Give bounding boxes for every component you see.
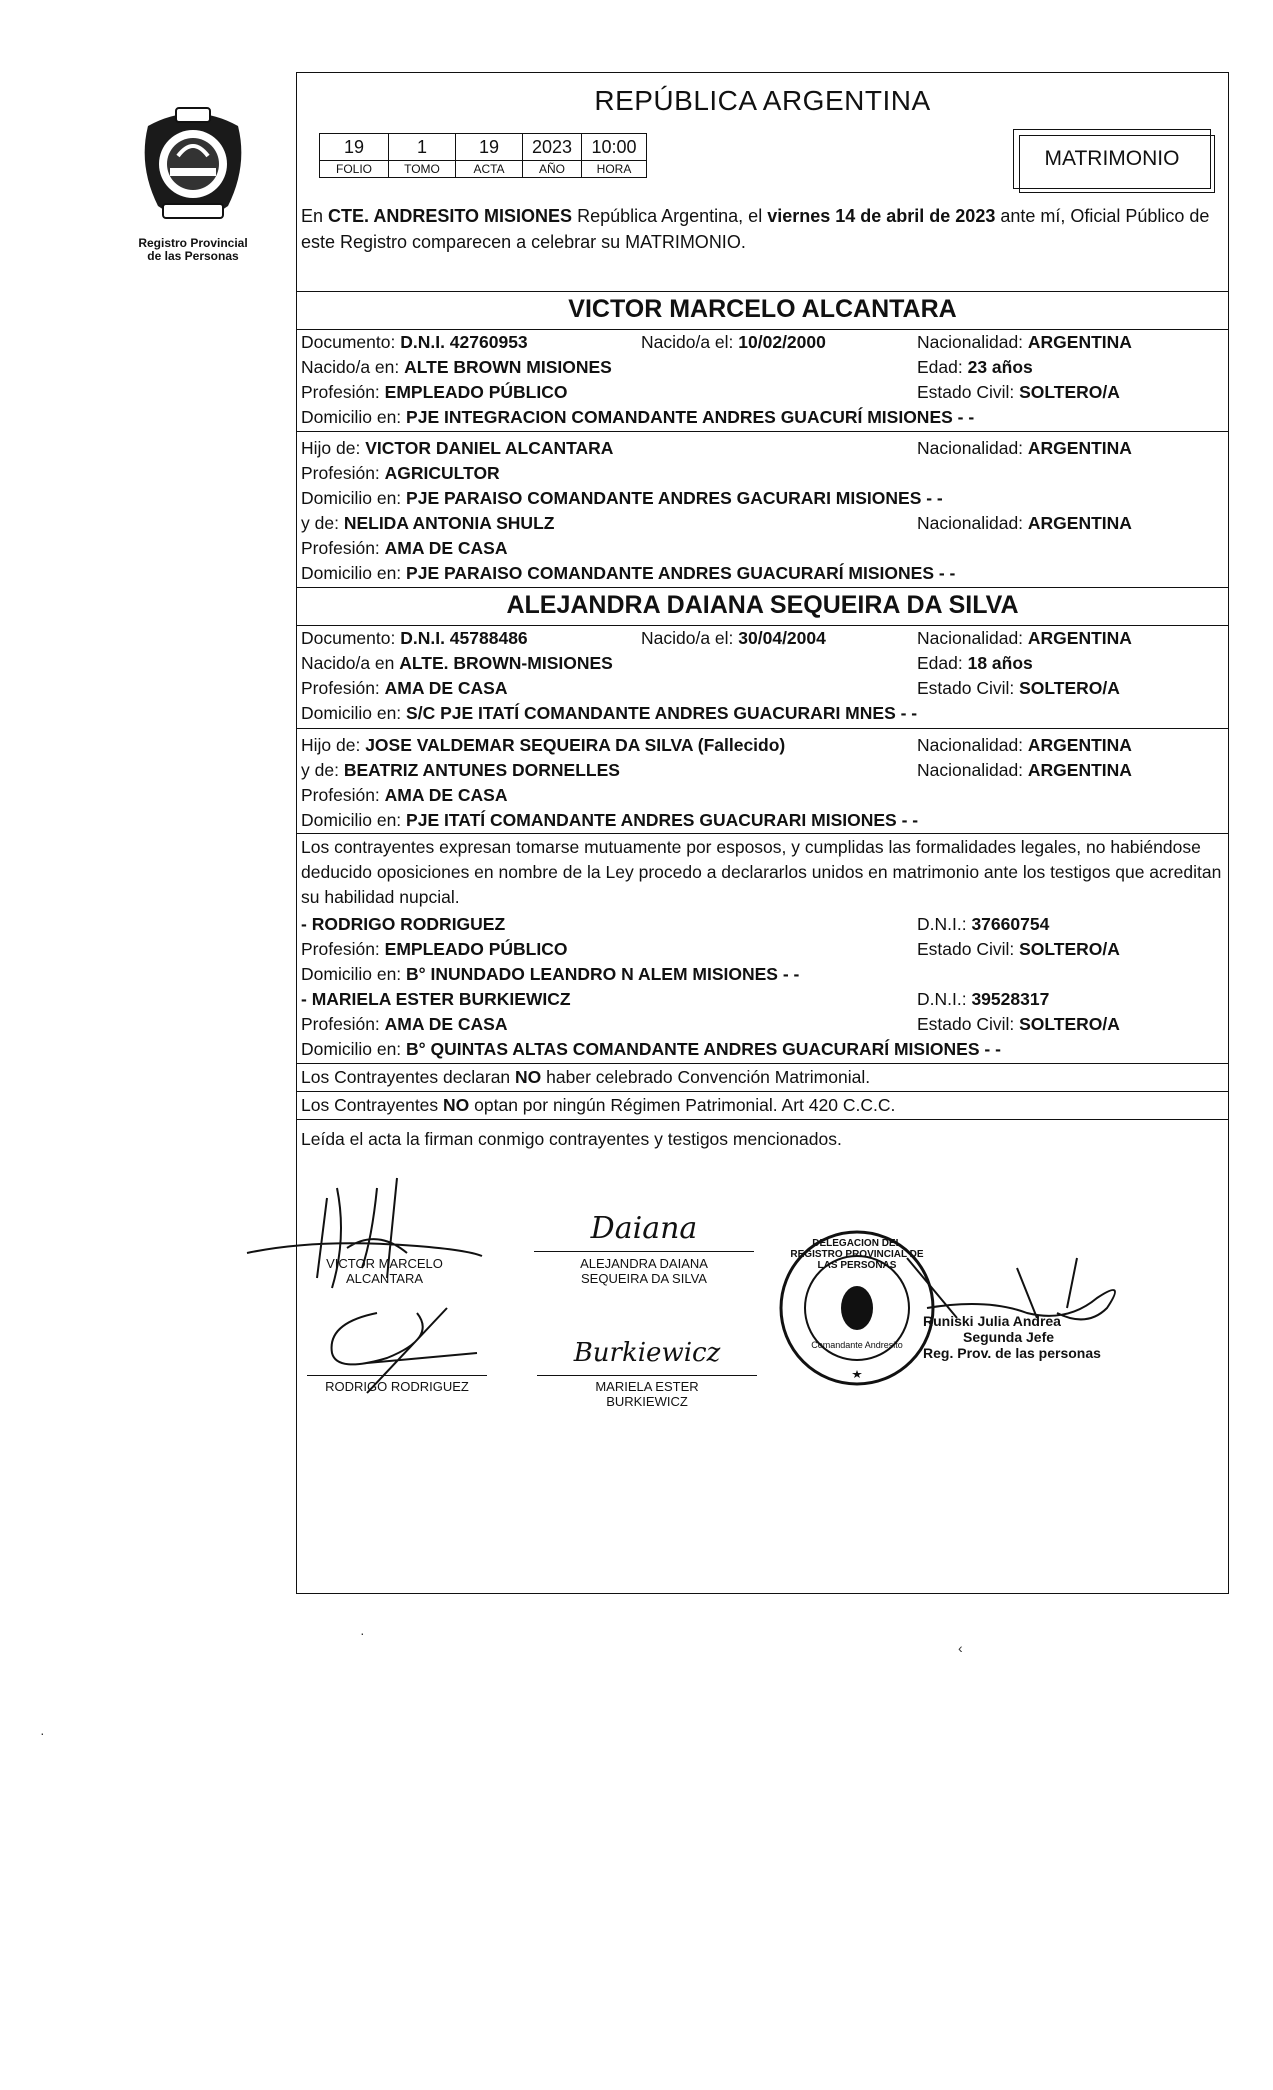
label: Nacionalidad: bbox=[917, 628, 1028, 648]
bride-father-name: JOSE VALDEMAR SEQUEIRA DA SILVA (Fallecido) bbox=[365, 735, 786, 755]
witness1-address: B° INUNDADO LEANDRO N ALEM MISIONES - - bbox=[406, 964, 800, 984]
folio-value: 19 bbox=[320, 134, 389, 161]
witness1-sign-label: RODRIGO RODRIGUEZ bbox=[325, 1379, 469, 1394]
witness2-name: - MARIELA ESTER BURKIEWICZ bbox=[301, 989, 571, 1009]
marriage-certificate bbox=[296, 72, 1229, 1594]
witness1-addr-row bbox=[301, 963, 1224, 985]
acta-value: 19 bbox=[456, 134, 523, 161]
label: Nacionalidad: bbox=[917, 760, 1028, 780]
witness2-sign-label-2: BURKIEWICZ bbox=[606, 1394, 688, 1409]
bride-mother-row bbox=[301, 759, 1224, 781]
label: D.N.I.: bbox=[917, 914, 972, 934]
bride-birth-date: 30/04/2004 bbox=[738, 628, 826, 648]
divider bbox=[297, 1063, 1228, 1064]
bride-row-address bbox=[301, 702, 1224, 724]
groom-father-row bbox=[301, 437, 1224, 459]
bride-father-nationality: ARGENTINA bbox=[1027, 735, 1132, 755]
divider bbox=[297, 1119, 1228, 1120]
label: Domicilio en: bbox=[301, 488, 407, 508]
label: Nacionalidad: bbox=[917, 438, 1028, 458]
divider bbox=[297, 728, 1228, 729]
label: Profesión: bbox=[301, 785, 385, 805]
witness1-prof-row bbox=[301, 938, 1224, 960]
divider bbox=[297, 625, 1228, 626]
clause-text: optan por ningún Régimen Patrimonial. Art 420 C.C.C. bbox=[469, 1095, 896, 1115]
officer-office: Reg. Prov. de las personas bbox=[923, 1345, 1101, 1361]
label: Nacido/a el: bbox=[641, 332, 739, 352]
bride-row-birthplace bbox=[301, 652, 1224, 674]
witness2-prof-row bbox=[301, 1013, 1224, 1035]
groom-dni: D.N.I. 42760953 bbox=[400, 332, 528, 352]
witness2-sign-line bbox=[537, 1375, 757, 1376]
groom-father-prof-row bbox=[301, 462, 1224, 484]
label: Edad: bbox=[917, 653, 968, 673]
witness2-civil-status: SOLTERO/A bbox=[1019, 1014, 1120, 1034]
intro-text: República Argentina, el bbox=[572, 206, 768, 226]
intro-place: CTE. ANDRESITO MISIONES bbox=[328, 206, 573, 226]
clause-text: Los Contrayentes declaran bbox=[301, 1067, 516, 1087]
witness1-dni: 37660754 bbox=[971, 914, 1050, 934]
groom-sign-label-1: VICTOR MARCELO bbox=[326, 1256, 443, 1271]
groom-father-name: VICTOR DANIEL ALCANTARA bbox=[365, 438, 614, 458]
label: Documento: bbox=[301, 628, 401, 648]
page-title: REPÚBLICA ARGENTINA bbox=[594, 85, 931, 116]
label: Nacido/a en bbox=[301, 653, 400, 673]
bride-sign-label-1: ALEJANDRA DAIANA bbox=[580, 1256, 708, 1271]
witness2-sign-label-1: MARIELA ESTER bbox=[595, 1379, 699, 1394]
officer-name: Runiski Julia Andrea bbox=[923, 1313, 1061, 1329]
label: Profesión: bbox=[301, 939, 385, 959]
groom-name: VICTOR MARCELO ALCANTARA bbox=[568, 295, 957, 323]
label: Domicilio en: bbox=[301, 810, 407, 830]
tomo-label: TOMO bbox=[389, 161, 456, 178]
intro-date: viernes 14 de abril de 2023 bbox=[767, 206, 996, 226]
label: Estado Civil: bbox=[917, 678, 1020, 698]
label: Nacionalidad: bbox=[917, 735, 1028, 755]
bride-name: ALEJANDRA DAIANA SEQUEIRA DA SILVA bbox=[506, 591, 1019, 619]
groom-mother-address: PJE PARAISO COMANDANTE ANDRES GUACURARÍ MISIONES - - bbox=[406, 563, 956, 583]
bride-mother-addr-row bbox=[301, 809, 1224, 831]
clause-text: haber celebrado Convención Matrimonial. bbox=[541, 1067, 871, 1087]
logo-caption-line1: Registro Provincial bbox=[138, 236, 248, 250]
groom-father-addr-row bbox=[301, 487, 1224, 509]
clause-no: NO bbox=[515, 1067, 542, 1087]
groom-sign-label-2: ALCANTARA bbox=[345, 1271, 424, 1286]
bride-sign-label-2: SEQUEIRA DA SILVA bbox=[581, 1271, 707, 1286]
witness2-addr-row bbox=[301, 1038, 1224, 1060]
bride-address: S/C PJE ITATÍ COMANDANTE ANDRES GUACURARI MNES - - bbox=[406, 703, 918, 723]
witness1-civil-status: SOLTERO/A bbox=[1019, 939, 1120, 959]
label: Profesión: bbox=[301, 1014, 385, 1034]
groom-address: PJE INTEGRACION COMANDANTE ANDRES GUACURÍ MISIONES - - bbox=[406, 407, 975, 427]
witness1-name-row bbox=[301, 913, 1224, 935]
anio-value: 2023 bbox=[523, 134, 582, 161]
officer-title: Segunda Jefe bbox=[963, 1329, 1055, 1345]
groom-father-profession: AGRICULTOR bbox=[384, 463, 500, 483]
groom-row-doc bbox=[301, 331, 1224, 353]
label: Estado Civil: bbox=[917, 939, 1020, 959]
logo-caption bbox=[118, 237, 268, 263]
groom-birthplace: ALTE BROWN MISIONES bbox=[404, 357, 612, 377]
stamp-inner-text: Comandante Andresito bbox=[811, 1340, 903, 1350]
clause-regime bbox=[301, 1094, 1224, 1116]
groom-age: 23 años bbox=[967, 357, 1033, 377]
groom-profession: EMPLEADO PÚBLICO bbox=[384, 382, 568, 402]
declaration-paragraph: Los contrayentes expresan tomarse mutuamente por esposos, y cumplidas las formalidades legales, no habiéndose deducido oposiciones en nombre de la Ley procedo a declararlos unidos en matrimonio ante los testigos que acreditan su habilidad nupcial. bbox=[301, 837, 1222, 907]
bride-mother-prof-row bbox=[301, 784, 1224, 806]
groom-mother-nationality: ARGENTINA bbox=[1027, 513, 1132, 533]
witness2-sign-label bbox=[537, 1379, 757, 1409]
witness2-dni: 39528317 bbox=[971, 989, 1050, 1009]
label: Domicilio en: bbox=[301, 703, 407, 723]
bride-father-row bbox=[301, 734, 1224, 756]
closing-statement: Leída el acta la firman conmigo contrayentes y testigos mencionados. bbox=[301, 1129, 842, 1149]
bride-signature: Daiana bbox=[590, 1211, 698, 1246]
registry-table bbox=[319, 133, 647, 178]
tomo-value: 1 bbox=[389, 134, 456, 161]
folio-label: FOLIO bbox=[320, 161, 389, 178]
witness2-address: B° QUINTAS ALTAS COMANDANTE ANDRES GUACURARÍ MISIONES - - bbox=[406, 1039, 1001, 1059]
label: Estado Civil: bbox=[917, 382, 1020, 402]
witness1-sign-line bbox=[307, 1375, 487, 1376]
groom-mother-row bbox=[301, 512, 1224, 534]
groom-nationality: ARGENTINA bbox=[1027, 332, 1132, 352]
groom-birth-date: 10/02/2000 bbox=[738, 332, 826, 352]
scan-mark: · bbox=[360, 1625, 365, 1641]
scan-mark: · bbox=[40, 1725, 45, 1741]
label: Domicilio en: bbox=[301, 563, 407, 583]
label: Nacido/a el: bbox=[641, 628, 739, 648]
label: Nacionalidad: bbox=[917, 513, 1028, 533]
label: Profesión: bbox=[301, 678, 385, 698]
witness2-signature: Burkiewicz bbox=[573, 1338, 721, 1368]
bride-mother-nationality: ARGENTINA bbox=[1027, 760, 1132, 780]
label: y de: bbox=[301, 513, 344, 533]
groom-row-profession bbox=[301, 381, 1224, 403]
label: Nacionalidad: bbox=[917, 332, 1028, 352]
bride-civil-status: SOLTERO/A bbox=[1019, 678, 1120, 698]
label: Estado Civil: bbox=[917, 1014, 1020, 1034]
divider bbox=[297, 587, 1228, 588]
anio-label: AÑO bbox=[523, 161, 582, 178]
clause-text: Los Contrayentes bbox=[301, 1095, 444, 1115]
witness1-profession: EMPLEADO PÚBLICO bbox=[384, 939, 568, 959]
groom-mother-profession: AMA DE CASA bbox=[384, 538, 508, 558]
groom-father-nationality: ARGENTINA bbox=[1027, 438, 1132, 458]
groom-mother-name: NELIDA ANTONIA SHULZ bbox=[343, 513, 555, 533]
bride-sign-label bbox=[534, 1256, 754, 1286]
bride-dni: D.N.I. 45788486 bbox=[400, 628, 528, 648]
label: y de: bbox=[301, 760, 344, 780]
clause-no: NO bbox=[443, 1095, 470, 1115]
witness1-name: - RODRIGO RODRIGUEZ bbox=[301, 914, 506, 934]
groom-row-birthplace bbox=[301, 356, 1224, 378]
stamp-ring-text: DELEGACION DEL REGISTRO PROVINCIAL DE LAS PERSONAS bbox=[790, 1238, 924, 1271]
label: Domicilio en: bbox=[301, 407, 407, 427]
act-type-box: MATRIMONIO bbox=[1013, 129, 1211, 189]
groom-sign-label bbox=[297, 1256, 472, 1286]
bride-sign-line bbox=[534, 1251, 754, 1252]
groom-father-address: PJE PARAISO COMANDANTE ANDRES GACURARI MISIONES - - bbox=[406, 488, 943, 508]
label: Nacido/a en: bbox=[301, 357, 405, 377]
divider bbox=[297, 329, 1228, 330]
groom-civil-status: SOLTERO/A bbox=[1019, 382, 1120, 402]
scan-mark: ‹ bbox=[958, 1640, 963, 1656]
label: Domicilio en: bbox=[301, 964, 407, 984]
acta-label: ACTA bbox=[456, 161, 523, 178]
bride-row-profession bbox=[301, 677, 1224, 699]
bride-nationality: ARGENTINA bbox=[1027, 628, 1132, 648]
label: Edad: bbox=[917, 357, 968, 377]
province-seal-icon bbox=[138, 96, 248, 231]
clause-convention bbox=[301, 1066, 1224, 1088]
bride-mother-name: BEATRIZ ANTUNES DORNELLES bbox=[343, 760, 620, 780]
label: Domicilio en: bbox=[301, 1039, 407, 1059]
label: Hijo de: bbox=[301, 735, 366, 755]
label: Documento: bbox=[301, 332, 401, 352]
witness2-name-row bbox=[301, 988, 1224, 1010]
bride-birthplace: ALTE. BROWN-MISIONES bbox=[399, 653, 613, 673]
registry-logo bbox=[118, 96, 268, 266]
label: D.N.I.: bbox=[917, 989, 972, 1009]
hora-value: 10:00 bbox=[582, 134, 647, 161]
groom-row-address bbox=[301, 406, 1224, 428]
intro-paragraph bbox=[301, 203, 1224, 255]
groom-mother-addr-row bbox=[301, 562, 1224, 584]
hora-label: HORA bbox=[582, 161, 647, 178]
label: Profesión: bbox=[301, 382, 385, 402]
bride-profession: AMA DE CASA bbox=[384, 678, 508, 698]
bride-mother-address: PJE ITATÍ COMANDANTE ANDRES GUACURARI MISIONES - - bbox=[406, 810, 919, 830]
divider bbox=[297, 431, 1228, 432]
bride-row-doc bbox=[301, 627, 1224, 649]
intro-text: ante mí, Oficial Público de este Registro comparecen a celebrar su MATRIMONIO. bbox=[301, 206, 1210, 252]
divider bbox=[297, 1091, 1228, 1092]
divider bbox=[297, 291, 1228, 292]
label: Profesión: bbox=[301, 538, 385, 558]
bride-mother-profession: AMA DE CASA bbox=[384, 785, 508, 805]
label: Hijo de: bbox=[301, 438, 366, 458]
divider bbox=[297, 833, 1228, 834]
bride-age: 18 años bbox=[967, 653, 1033, 673]
witness2-profession: AMA DE CASA bbox=[384, 1014, 508, 1034]
logo-caption-line2: de las Personas bbox=[147, 249, 239, 263]
label: Profesión: bbox=[301, 463, 385, 483]
officer-name-block bbox=[923, 1313, 1133, 1361]
groom-mother-prof-row bbox=[301, 537, 1224, 559]
intro-text: En bbox=[301, 206, 329, 226]
